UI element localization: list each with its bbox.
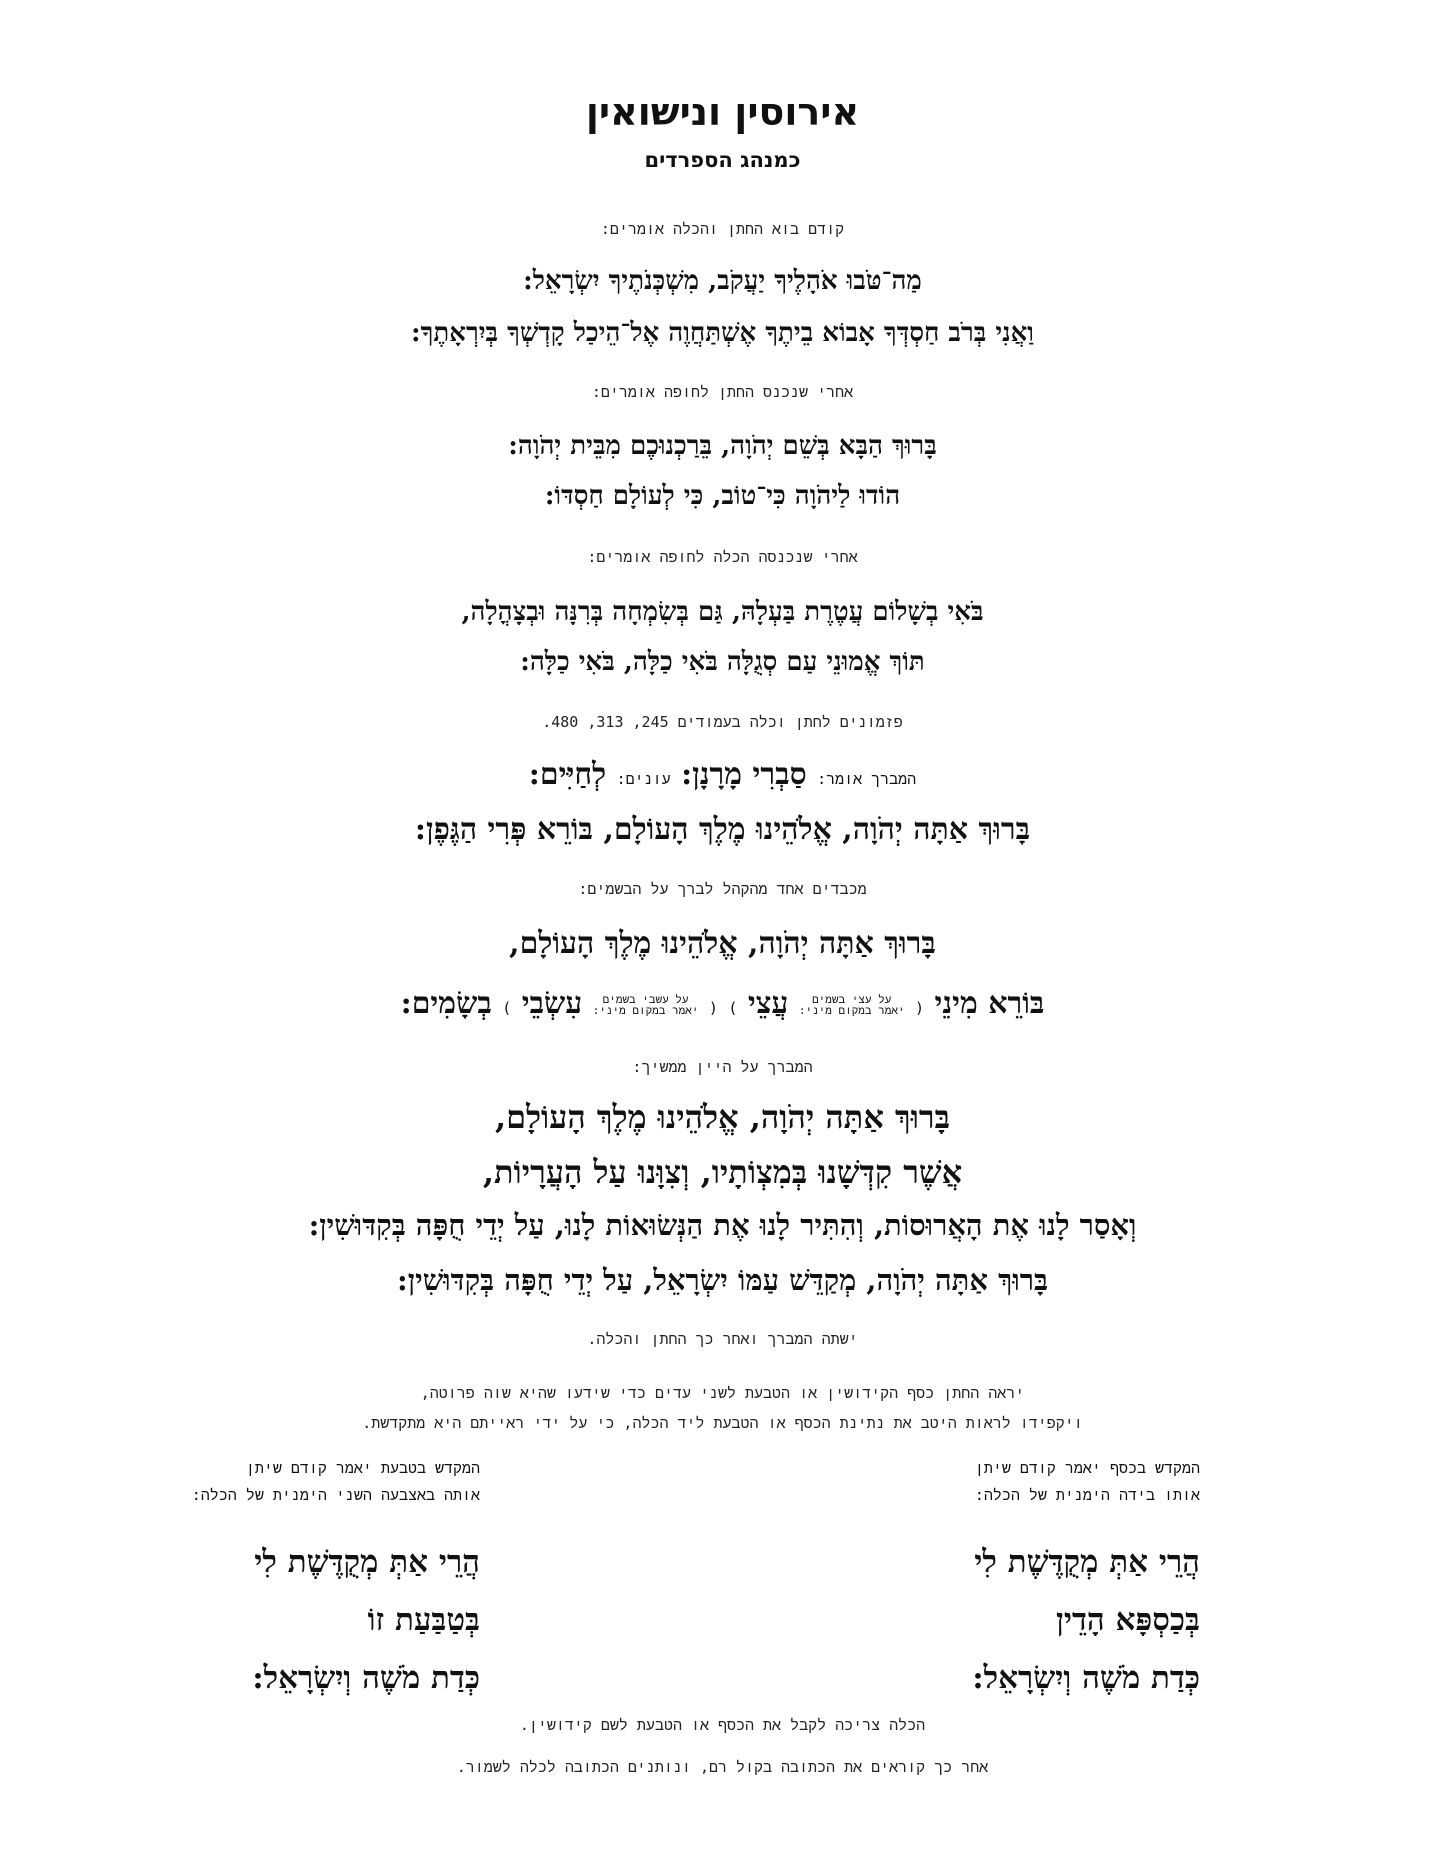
page-subtitle: כמנהג הספרדים: [644, 148, 801, 172]
songs-note: פזמונים לחתן וכלה בעמודים 245, 313, 480.: [542, 713, 903, 731]
erusin-line-2: אֲשֶׁר קִדְּשָׁנוּ בְּמִצְוֹתָיו, וְצִוָּנוּ עַל הָעֲרָיוֹת,: [482, 1153, 963, 1191]
erusin-line-1: בָּרוּךְ אַתָּה יְהֹוָה, אֱלֹהֵינוּ מֶלֶךְ הָעוֹלָם,: [494, 1098, 951, 1136]
erusin-instruction: המברך על היין ממשיך:: [632, 1058, 813, 1076]
entry-verse-1: מַה־טֹּבוּ אֹהָלֶיךָ יַעֲקֹב, מִשְׁכְּנֹתֶיךָ יִשְׂרָאֵל:: [523, 266, 922, 296]
witness-note-2: ויקפידו לראות היטב את נתינת הכסף או הטבעת ליד הכלה, כי על ידי ראייתם היא מתקדשת.: [362, 1414, 1083, 1432]
after-drink-note: ישתה המברך ואחר כך החתן והכלה.: [587, 1330, 858, 1348]
erusin-line-3: וְאָסַר לָנוּ אֶת הָאֲרוּסוֹת, וְהִתִּיר לָנוּ אֶת הַנְּשׂוּאוֹת לָנוּ, עַל יְדֵי חֻפָּה בְּקִדּוּשִׁין:: [308, 1208, 1137, 1242]
groom-verse-1: בָּרוּךְ הַבָּא בְּשֵׁם יְהֹוָה, בֵּרַכְנוּכֶם מִבֵּית יְהֹוָה:: [508, 431, 937, 461]
bride-verse-1: בֹּאִי בְשָׁלוֹם עֲטֶרֶת בַּעְלָהּ, גַּם בְּשִׂמְחָה בְּרִנָּה וּבְצָהֳלָה,: [461, 597, 984, 627]
ring-line-1: הֲרֵי אַתְּ מְקֻדֶּשֶׁת לִי: [254, 1544, 480, 1580]
savri-text: סַבְרִי מָרָנָן:: [681, 757, 807, 792]
money-column: [720, 1455, 1200, 1707]
savri-line: [0, 757, 1445, 792]
entry-instruction: קודם בוא החתן והכלה אומרים:: [600, 220, 845, 238]
ring-instruction-2: אותה באצבעה השני הימנית של הכלה:: [191, 1486, 480, 1504]
money-instruction-2: אותו בידה הימנית של הכלה:: [974, 1486, 1200, 1504]
entry-verse-2: וַאֲנִי בְּרֹב חַסְדְּךָ אָבוֹא בֵיתֶךָ אֶשְׁתַּחֲוֶה אֶל־הֵיכַל קָדְשְׁךָ בְּיִרְאָתֶךָ:: [411, 318, 1034, 348]
money-instruction-1: המקדש בכסף יאמר קודם שיתן: [974, 1459, 1200, 1477]
bore-text: בּוֹרֵא מִינֵי: [934, 986, 1045, 1021]
footer-line-1: הכלה צריכה לקבל את הכסף או הטבעת לשם קידושין.: [519, 1716, 926, 1734]
footer-line-2: אחר כך קוראים את הכתובה בקול רם, ונותנים הכתובה לכלה לשמור.: [456, 1758, 989, 1776]
page-title: אירוסין ונישואין: [585, 90, 860, 134]
trees-note: על עצי בשמים יאמר במקום מיני:: [798, 993, 905, 1017]
ring-line-3: כְּדַת מֹשֶׁה וְיִשְׂרָאֵל:: [252, 1660, 480, 1696]
spices-line-2: בּוֹרֵא מִינֵי ( על עצי בשמים יאמר במקום מיני: עֲצֵי ) ( על עשבי בשמים יאמר במקום מיני: עִשְׂבֵי ) בְשָׂמִים:: [400, 986, 1045, 1021]
money-line-1: הֲרֵי אַתְּ מְקֻדֶּשֶׁת לִי: [974, 1544, 1200, 1580]
groom-instruction: אחרי שנכנס החתן לחופה אומרים:: [591, 383, 854, 401]
bride-verse-2: תּוֹךְ אֱמוּנֵי עַם סְגֻלָּה בֹּאִי כַלָּה, בֹּאִי כַלָּה:: [520, 647, 925, 677]
herbs-note: על עשבי בשמים יאמר במקום מיני:: [592, 993, 699, 1017]
spices-instruction: מכבדים אחד מהקהל לברך על הבשמים:: [578, 880, 867, 898]
atsei-text: עֲצֵי: [747, 986, 789, 1021]
ring-column: [0, 1455, 480, 1707]
ring-line-2: בְּטַבַּעַת זוֹ: [367, 1602, 480, 1638]
wine-blessing: בָּרוּךְ אַתָּה יְהֹוָה, אֱלֹהֵינוּ מֶלֶךְ הָעוֹלָם, בּוֹרֵא פְּרִי הַגֶּפֶן:: [414, 812, 1031, 847]
lechaim-text: לְחַיִּים:: [528, 757, 607, 792]
answering-label: עונים:: [616, 770, 671, 788]
erusin-line-4: בָּרוּךְ אַתָּה יְהֹוָה, מְקַדֵּשׁ עַמּוֹ יִשְׂרָאֵל, עַל יְדֵי חֻפָּה בְּקִדּוּשִׁין:: [397, 1263, 1048, 1297]
witness-note-1: יראה החתן כסף הקידושין או הטבעת לשני עדים כדי שידעו שהיא שוה פרוטה,: [420, 1384, 1025, 1402]
bride-instruction: אחרי שנכנסה הכלה לחופה אומרים:: [587, 548, 858, 566]
money-line-2: בְּכַסְפָּא הָדֵין: [1055, 1602, 1200, 1638]
groom-verse-2: הוֹדוּ לַיהֹוָה כִּי־טוֹב, כִּי לְעוֹלָם חַסְדּוֹ:: [544, 481, 901, 511]
officiant-says-label: המברך אומר:: [817, 770, 917, 788]
money-line-3: כְּדַת מֹשֶׁה וְיִשְׂרָאֵל:: [972, 1660, 1200, 1696]
ring-instruction-1: המקדש בטבעת יאמר קודם שיתן: [245, 1459, 480, 1477]
besamim-text: בְשָׂמִים:: [400, 986, 492, 1021]
spices-line-1: בָּרוּךְ אַתָּה יְהֹוָה, אֱלֹהֵינוּ מֶלֶךְ הָעוֹלָם,: [509, 926, 936, 961]
isvei-text: עִשְׂבֵי: [521, 986, 583, 1021]
